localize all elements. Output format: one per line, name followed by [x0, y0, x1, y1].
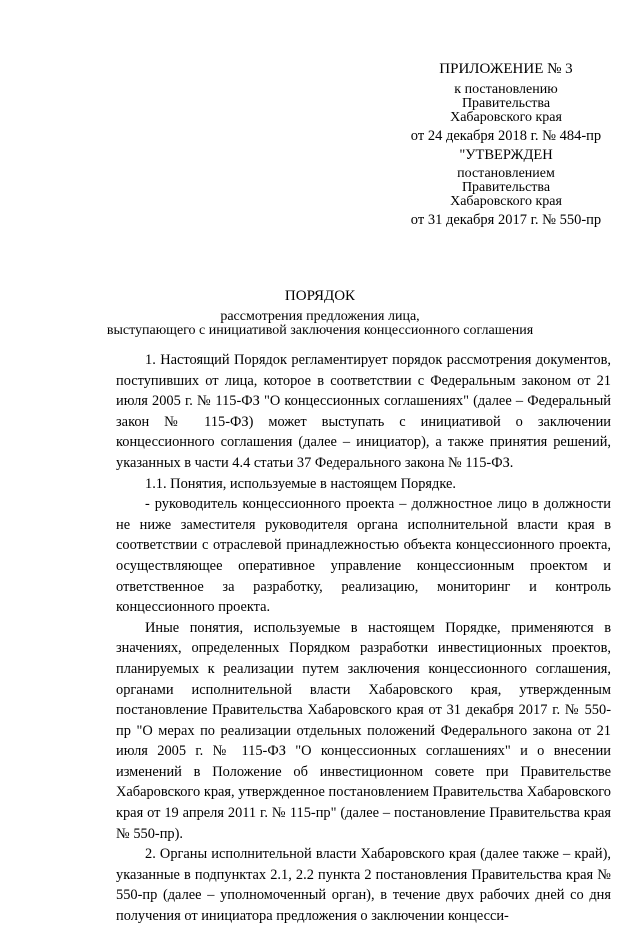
- document-subtitle-line2: выступающего с инициативой заключения концессионного соглашения: [106, 323, 534, 338]
- paragraph-1: 1. Настоящий Порядок регламентирует порядок рассмотрения документов, поступивших от лица, которое в соответствии с Федеральным законом от 21 июля 2005 г. № 115-ФЗ "О концессионных соглашениях" (далее – Федеральный закон № 115-ФЗ) может выступать с инициативой о заключении концессионного соглашения (далее – инициатор), а также принятия решений, указанных в части 4.4 статьи 37 Федерального закона № 115-ФЗ.: [116, 352, 611, 471]
- header-region-2: Хабаровского края: [450, 194, 562, 209]
- header-by-resolution: постановлением: [457, 166, 555, 181]
- appendix-number: ПРИЛОЖЕНИЕ № 3: [439, 61, 573, 77]
- paragraph-1-1: 1.1. Понятия, используемые в настоящем Порядке.: [145, 475, 456, 492]
- document-title: ПОРЯДОК: [284, 288, 356, 304]
- paragraph-other-terms: Иные понятия, используемые в настоящем Порядке, применяются в значениях, определенных Порядком разработки инвестиционных проектов, планируемых к реализации путем заключения концессионного соглашения, органами исполнительной власти Хабаровского края, утвержденным постановление Правительства Хабаровского края от 31 декабря 2017 г. № 550-пр "О мерах по реализации отдельных положений Федерального закона от 21 июля 2005 г. № 115-ФЗ "О концессионных соглашениях" и о внесении изменений в Положение об инвестиционном совете при Правительстве Хабаровского края, утвержденное постановлением Правительства Хабаровского края от 19 апреля 2011 г. № 115-пр" (далее – постановление Правительства края № 550-пр).: [116, 619, 611, 842]
- header-government: Правительства: [461, 96, 551, 111]
- document-body: [116, 350, 611, 927]
- document-subtitle-line1: рассмотрения предложения лица,: [220, 309, 420, 324]
- header-government-2: Правительства: [461, 180, 551, 195]
- header-approval-date: от 31 декабря 2017 г. № 550-пр: [410, 212, 602, 228]
- header-region: Хабаровского края: [450, 110, 562, 125]
- header-to-resolution: к постановлению: [454, 82, 558, 97]
- header-resolution-date: от 24 декабря 2018 г. № 484-пр: [410, 128, 602, 144]
- header-approved: "УТВЕРЖДЕН: [459, 147, 553, 163]
- paragraph-definition: - руководитель концессионного проекта – должностное лицо в должности не ниже заместителя руководителя органа исполнительной власти края в соответствии с отраслевой принадлежностью объекта концессионного проекта, осуществляющее оперативное управление концессионным проектом и ответственное за разработку, реализацию, мониторинг и контроль концессионного проекта.: [116, 496, 611, 616]
- paragraph-2: 2. Органы исполнительной власти Хабаровского края (далее также – край), указанные в подпунктах 2.1, 2.2 пункта 2 постановления Правительства края № 550-пр (далее – уполномоченный орган), в течение двух рабочих дней со дня получения от инициатора предложения о заключении концесси-: [116, 846, 611, 925]
